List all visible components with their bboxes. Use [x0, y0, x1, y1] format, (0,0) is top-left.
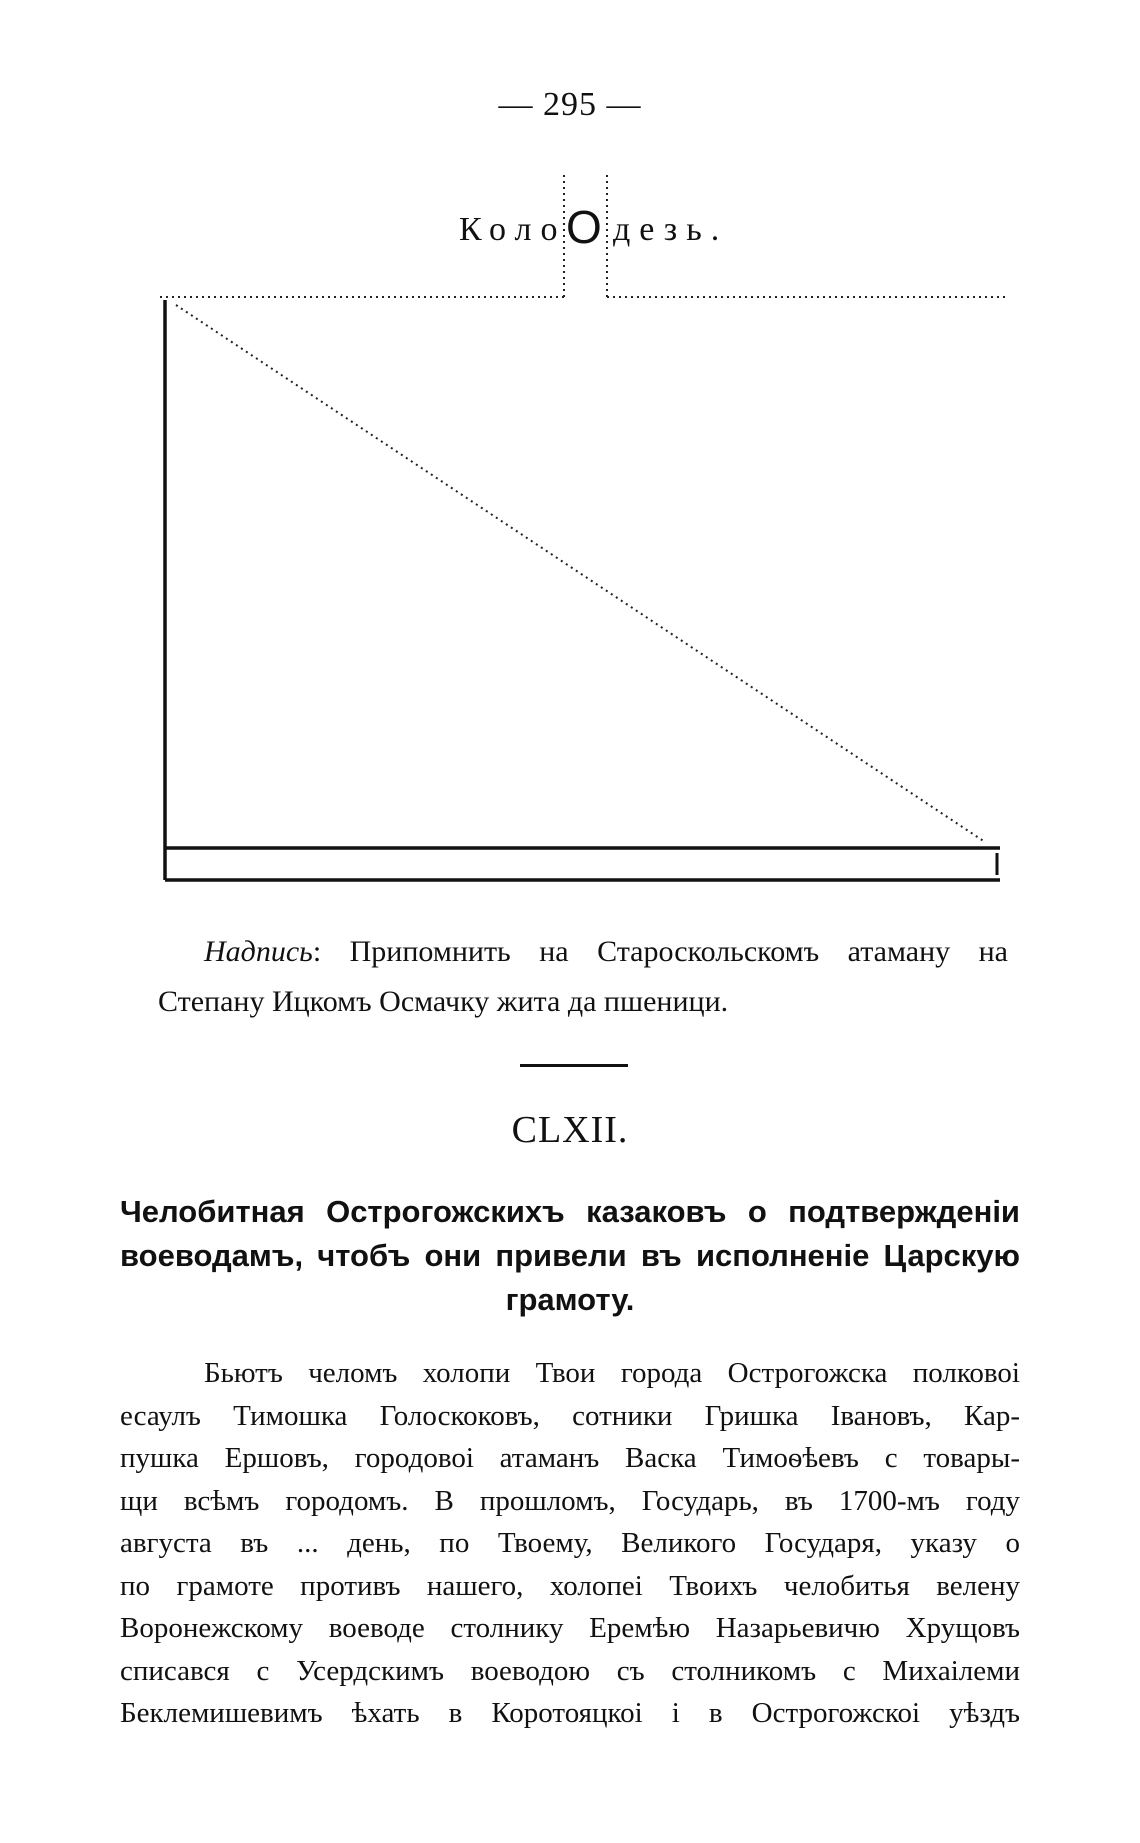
well-label-left: Коло [459, 211, 567, 248]
page-number: — 295 — [498, 86, 642, 123]
inscription-line-2: Степану Ицкомъ Осмачку жита да пшеници. [158, 985, 729, 1018]
document-body [120, 1352, 1020, 1735]
body-line: списався с Усердскимъ воеводою съ столникомъ с Михаілеми [120, 1654, 1020, 1687]
body-line: есаулъ Тимошка Голоскоковъ, сотники Гришка Івановъ, Кар- [120, 1399, 1020, 1432]
inscription [158, 927, 1008, 1027]
body-line: Бьютъ челомъ холопи Твои города Острогожска полковоі [204, 1357, 1020, 1389]
document-title [120, 1190, 1020, 1322]
document-title-line: воеводамъ, чтобъ они привели въ исполненіе Царскую [120, 1238, 1020, 1273]
document-number: CLXII. [511, 1109, 629, 1151]
body-line: щи всѣмъ городомъ. В прошломъ, Государь, въ 1700-мъ году [120, 1484, 1020, 1517]
body-line: пушка Ершовъ, городовоі атаманъ Васка Тимоѳѣевъ с товары- [120, 1442, 1020, 1474]
section-divider [520, 1064, 628, 1067]
body-line: Воронежскому воеводе столнику Еремѣю Назарьевичю Хрущовъ [120, 1612, 1020, 1644]
document-title-line: грамоту. [505, 1282, 635, 1317]
body-line: Беклемишевимъ ѣхать в Коротояцкоі і в Острогожскоі уѣздъ [120, 1697, 1020, 1729]
body-line: августа въ ... день, по Твоему, Великого Государя, указу о [120, 1527, 1020, 1559]
inscription-line-1-text: : Припомнить на Староскольскомъ атаману на [312, 935, 1008, 968]
document-title-line: Челобитная Острогожскихъ казаковъ о подтвержденіи [120, 1194, 1020, 1229]
inscription-lead: Надпись [204, 935, 313, 968]
well-circle-symbol: О [566, 201, 602, 253]
well-label-right: дезь. [613, 211, 729, 248]
dotted-diagonal [176, 305, 985, 842]
body-line: по грамоте противъ нашего, холопеі Твоихъ челобитья велену [120, 1569, 1020, 1602]
inscription-line-1 [158, 927, 1008, 977]
